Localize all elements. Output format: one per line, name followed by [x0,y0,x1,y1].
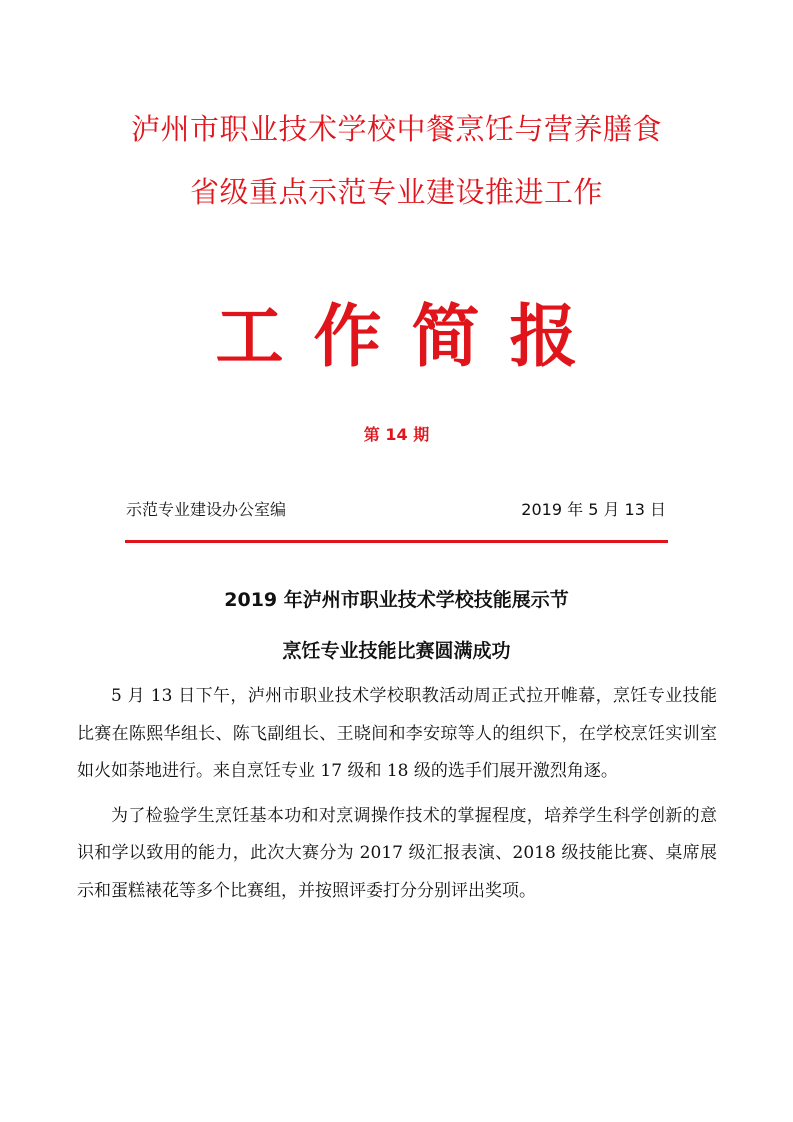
article-body [77,678,717,917]
issue-number: 第 14 期 [363,425,430,444]
organization-title-line-1: 泸州市职业技术学校中餐烹饪与营养膳食 [130,112,662,146]
bulletin-masthead: 工作简报 [215,298,608,377]
article-paragraph-1: 5 月 13 日下午，泸州市职业技术学校职教活动周正式拉开帷幕，烹饪专业技能比赛在陈熙华组长、陈飞副组长、王晓间和李安琼等人的组织下，在学校烹饪实训室如火如荼地进行。来自烹饪专业 17 级和 18 级的选手们展开激烈角逐。 [77,686,717,781]
organization-title-line-2: 省级重点示范专业建设推进工作 [189,175,603,209]
article-headline-line-1: 2019 年泸州市职业技术学校技能展示节 [224,589,569,611]
editor-office: 示范专业建设办公室编 [126,500,287,519]
publish-date: 2019 年 5 月 13 日 [521,500,666,519]
article-paragraph-2: 为了检验学生烹饪基本功和对烹调操作技术的掌握程度，培养学生科学创新的意识和学以致用的能力，此次大赛分为 2017 级汇报表演、2018 级技能比赛、桌席展示和蛋糕裱花等多个比赛组，并按照评委打分分别评出奖项。 [77,805,717,901]
red-divider [125,540,668,543]
article-headline-line-2: 烹饪专业技能比赛圆满成功 [282,640,511,662]
byline [126,497,666,520]
